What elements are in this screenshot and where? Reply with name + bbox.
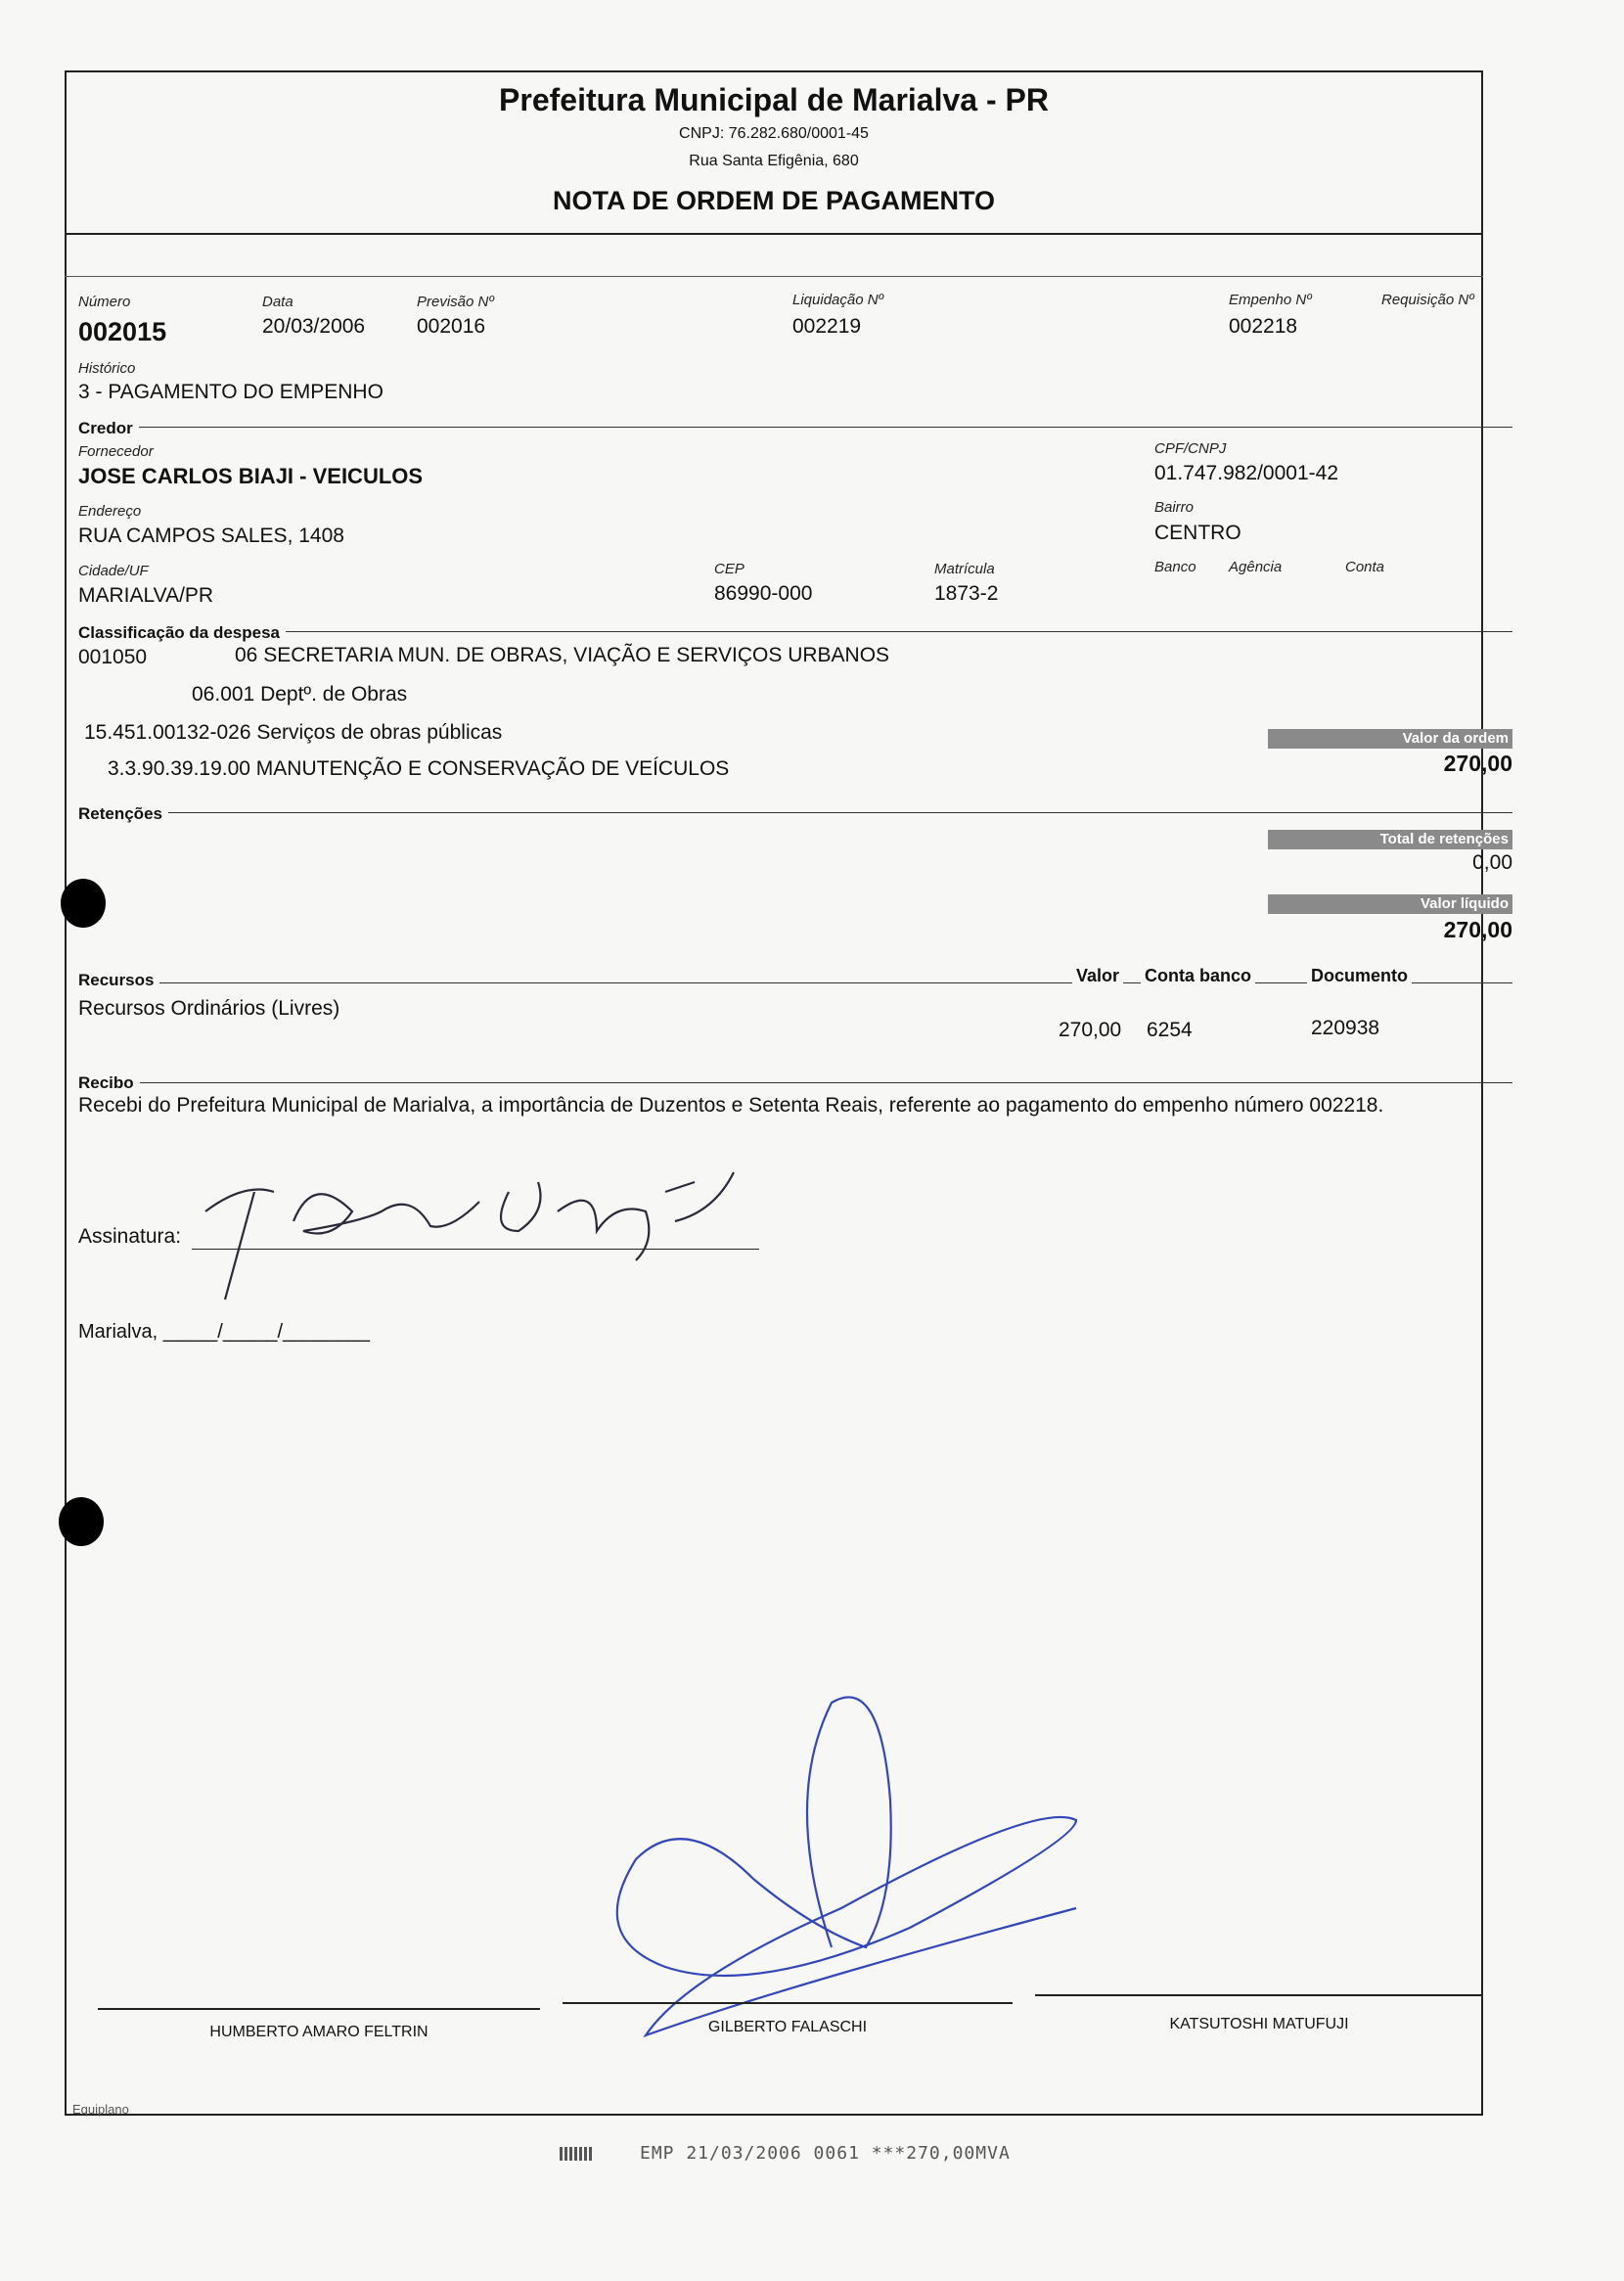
recursos-conta-label: Conta banco: [1141, 966, 1255, 986]
bairro-value: CENTRO: [1154, 522, 1241, 544]
punch-hole: [59, 1497, 104, 1546]
classificacao-line2: 06.001 Deptº. de Obras: [192, 683, 408, 706]
header-divider-thin: [65, 276, 1483, 277]
classificacao-rule: [78, 631, 1512, 632]
cnpj-text: CNPJ: 76.282.680/0001-45: [679, 125, 869, 142]
endereco-value: RUA CAMPOS SALES, 1408: [78, 525, 344, 547]
numero-value: 002015: [78, 317, 167, 346]
signatory-name-3: KATSUTOSHI MATUFUJI: [1169, 2016, 1349, 2032]
classificacao-title: Classificação da despesa: [78, 623, 286, 643]
recursos-conta: 6254: [1147, 1019, 1193, 1041]
cidade-label: Cidade/UF: [78, 563, 149, 579]
recursos-valor-label: Valor: [1072, 966, 1123, 986]
valor-liquido-value: 270,00: [1443, 917, 1512, 942]
cpf-label: CPF/CNPJ: [1154, 440, 1227, 457]
historico-label: Histórico: [78, 360, 136, 377]
cidade-value: MARIALVA/PR: [78, 584, 214, 607]
total-retencoes-value: 0,00: [1472, 851, 1512, 874]
signatory-name-2: GILBERTO FALASCHI: [707, 2019, 868, 2035]
signatory-name-1: HUMBERTO AMARO FELTRIN: [209, 2024, 429, 2040]
valor-ordem-bar: Valor da ordem: [1268, 729, 1512, 749]
previsao-value: 002016: [417, 315, 486, 338]
retencoes-rule: [78, 812, 1512, 813]
liquidacao-value: 002219: [792, 315, 862, 338]
historico-value: 3 - PAGAMENTO DO EMPENHO: [78, 381, 383, 403]
recursos-valor: 270,00: [1059, 1019, 1122, 1041]
signature-line-1: [98, 2008, 540, 2010]
empenho-value: 002218: [1229, 315, 1298, 338]
matricula-value: 1873-2: [934, 582, 999, 605]
credor-rule: [78, 427, 1512, 428]
valor-liquido-bar: Valor líquido: [1268, 894, 1512, 914]
requisicao-label: Requisição Nº: [1381, 292, 1474, 308]
fornecedor-label: Fornecedor: [78, 443, 154, 460]
recursos-rule: [78, 982, 1512, 983]
document-title: NOTA DE ORDEM DE PAGAMENTO: [552, 186, 995, 215]
payment-stamp: EMP 21/03/2006 0061 ***270,00MVA: [640, 2143, 1011, 2164]
creditor-signature: [186, 1153, 792, 1309]
signature-line-2: [563, 2002, 1013, 2004]
agencia-label: Agência: [1229, 559, 1283, 575]
recursos-documento: 220938: [1311, 1017, 1380, 1039]
liquidacao-label: Liquidação Nº: [792, 292, 884, 308]
recursos-title: Recursos: [78, 971, 159, 990]
stamp-barcode-icon: [560, 2147, 593, 2161]
mayor-signature: [607, 1683, 1115, 2055]
page-title: Prefeitura Municipal de Marialva - PR: [499, 82, 1049, 117]
bairro-label: Bairro: [1154, 499, 1195, 516]
matricula-label: Matrícula: [934, 561, 995, 577]
credor-title: Credor: [78, 419, 139, 438]
retencoes-title: Retenções: [78, 804, 168, 824]
software-name: Equiplano: [72, 2102, 129, 2117]
classificacao-line1: 06 SECRETARIA MUN. DE OBRAS, VIAÇÃO E SERVIÇOS URBANOS: [235, 644, 890, 666]
total-retencoes-bar: Total de retenções: [1268, 830, 1512, 849]
recursos-documento-label: Documento: [1307, 966, 1412, 986]
marialva-date-line: Marialva, _____/_____/________: [78, 1321, 371, 1343]
data-label: Data: [262, 294, 293, 310]
recibo-text: Recebi do Prefeitura Municipal de Marialva, a importância de Duzentos e Setenta Reais, referente ao pagamento do empenho número 002218.: [78, 1094, 1384, 1117]
classificacao-line3: 15.451.00132-026 Serviços de obras públicas: [84, 721, 503, 744]
header-divider: [65, 233, 1483, 235]
recibo-rule: [78, 1082, 1512, 1083]
recibo-title: Recibo: [78, 1073, 140, 1093]
endereco-label: Endereço: [78, 503, 142, 520]
classificacao-line4: 3.3.90.39.19.00 MANUTENÇÃO E CONSERVAÇÃO DE VEÍCULOS: [108, 757, 730, 780]
cep-value: 86990-000: [714, 582, 813, 605]
banco-label: Banco: [1154, 559, 1196, 575]
classificacao-code: 001050: [78, 646, 148, 668]
data-value: 20/03/2006: [262, 315, 366, 338]
previsao-label: Previsão Nº: [417, 294, 494, 310]
numero-label: Número: [78, 294, 131, 310]
cep-label: CEP: [714, 561, 744, 577]
punch-hole: [61, 879, 106, 928]
cpf-value: 01.747.982/0001-42: [1154, 462, 1339, 484]
assinatura-label: Assinatura:: [78, 1225, 182, 1248]
empenho-label: Empenho Nº: [1229, 292, 1312, 308]
address-text: Rua Santa Efigênia, 680: [689, 153, 859, 169]
valor-ordem-value: 270,00: [1443, 751, 1512, 776]
recursos-item: Recursos Ordinários (Livres): [78, 997, 340, 1020]
signature-line-3: [1035, 1994, 1483, 1996]
conta-label: Conta: [1345, 559, 1385, 575]
fornecedor-value: JOSE CARLOS BIAJI - VEICULOS: [78, 464, 424, 488]
